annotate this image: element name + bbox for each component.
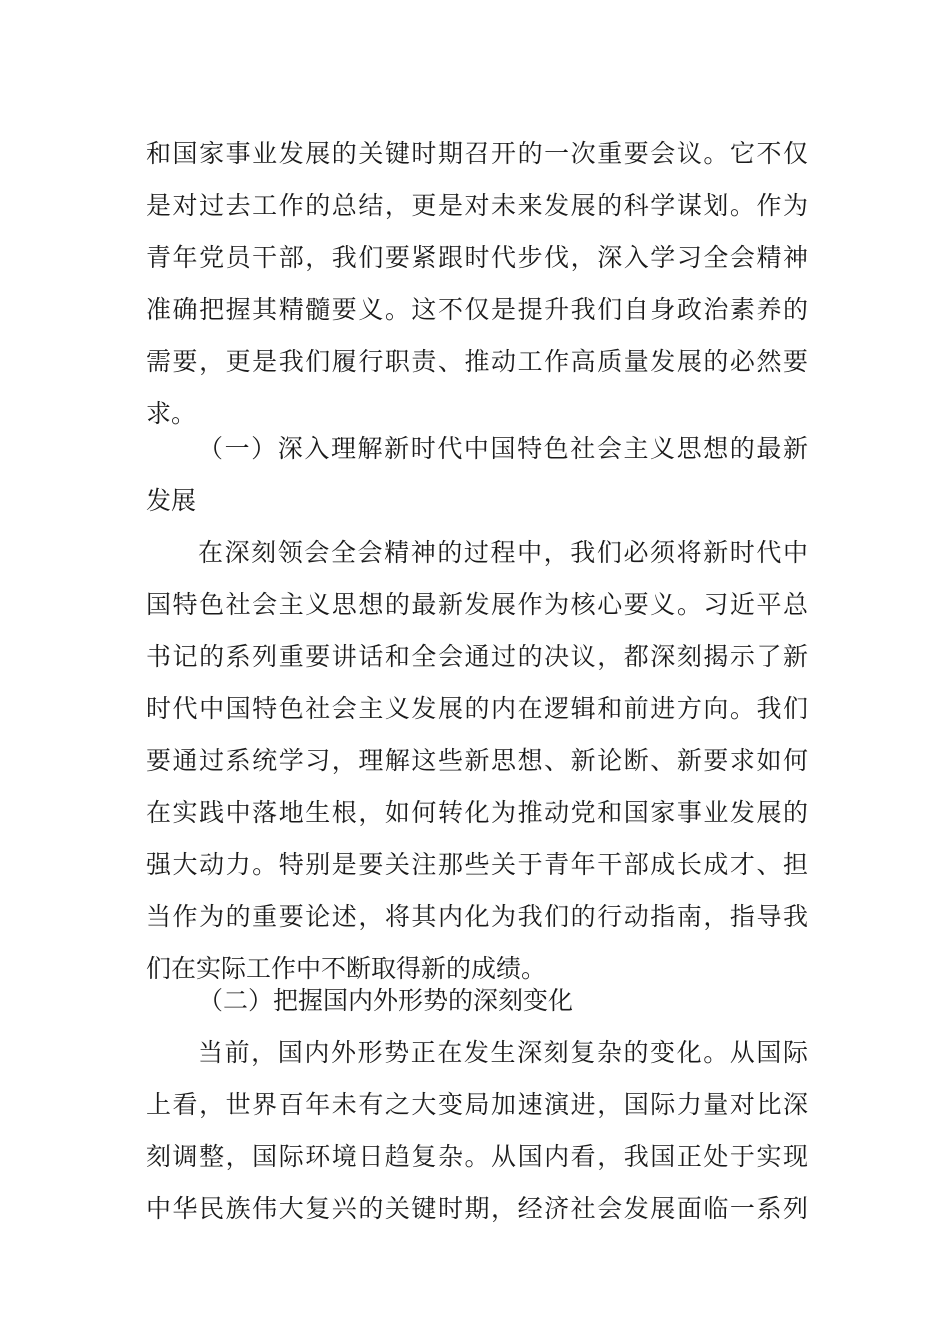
paragraph-line: 准确把握其精髓要义。这不仅是提升我们自身政治素养的 (146, 295, 808, 324)
paragraph-line: 国特色社会主义思想的最新发展作为核心要义。习近平总 (146, 590, 808, 619)
paragraph-line: 在实践中落地生根，如何转化为推动党和国家事业发展的 (146, 798, 808, 827)
paragraph-line: 上看，世界百年未有之大变局加速演进，国际力量对比深 (146, 1090, 808, 1119)
paragraph-line: 和国家事业发展的关键时期召开的一次重要会议。它不仅 (146, 139, 808, 168)
paragraph-line: 中华民族伟大复兴的关键时期，经济社会发展面临一系列 (146, 1194, 808, 1223)
paragraph-line: 时代中国特色社会主义发展的内在逻辑和前进方向。我们 (146, 694, 808, 723)
section-heading: （二）把握国内外形势的深刻变化 (198, 986, 574, 1015)
paragraph-line: 求。 (146, 399, 197, 428)
paragraph-line: 当前，国内外形势正在发生深刻复杂的变化。从国际 (198, 1038, 808, 1067)
paragraph-line: 是对过去工作的总结，更是对未来发展的科学谋划。作为 (146, 191, 808, 220)
paragraph-line: 青年党员干部，我们要紧跟时代步伐，深入学习全会精神 (146, 243, 808, 272)
paragraph-line: 强大动力。特别是要关注那些关于青年干部成长成才、担 (146, 850, 808, 879)
paragraph-line: 当作为的重要论述，将其内化为我们的行动指南，指导我 (146, 902, 808, 931)
paragraph-line: 需要，更是我们履行职责、推动工作高质量发展的必然要 (146, 347, 808, 376)
paragraph-line: 书记的系列重要讲话和全会通过的决议，都深刻揭示了新 (146, 642, 808, 671)
paragraph-line: 刻调整，国际环境日趋复杂。从国内看，我国正处于实现 (146, 1142, 808, 1171)
paragraph-line: 要通过系统学习，理解这些新思想、新论断、新要求如何 (146, 746, 808, 775)
section-heading: （一）深入理解新时代中国特色社会主义思想的最新 (198, 434, 808, 463)
section-heading-continuation: 发展 (146, 486, 197, 515)
paragraph-line: 在深刻领会全会精神的过程中，我们必须将新时代中 (198, 538, 808, 567)
paragraph-line: 们在实际工作中不断取得新的成绩。 (146, 954, 547, 983)
